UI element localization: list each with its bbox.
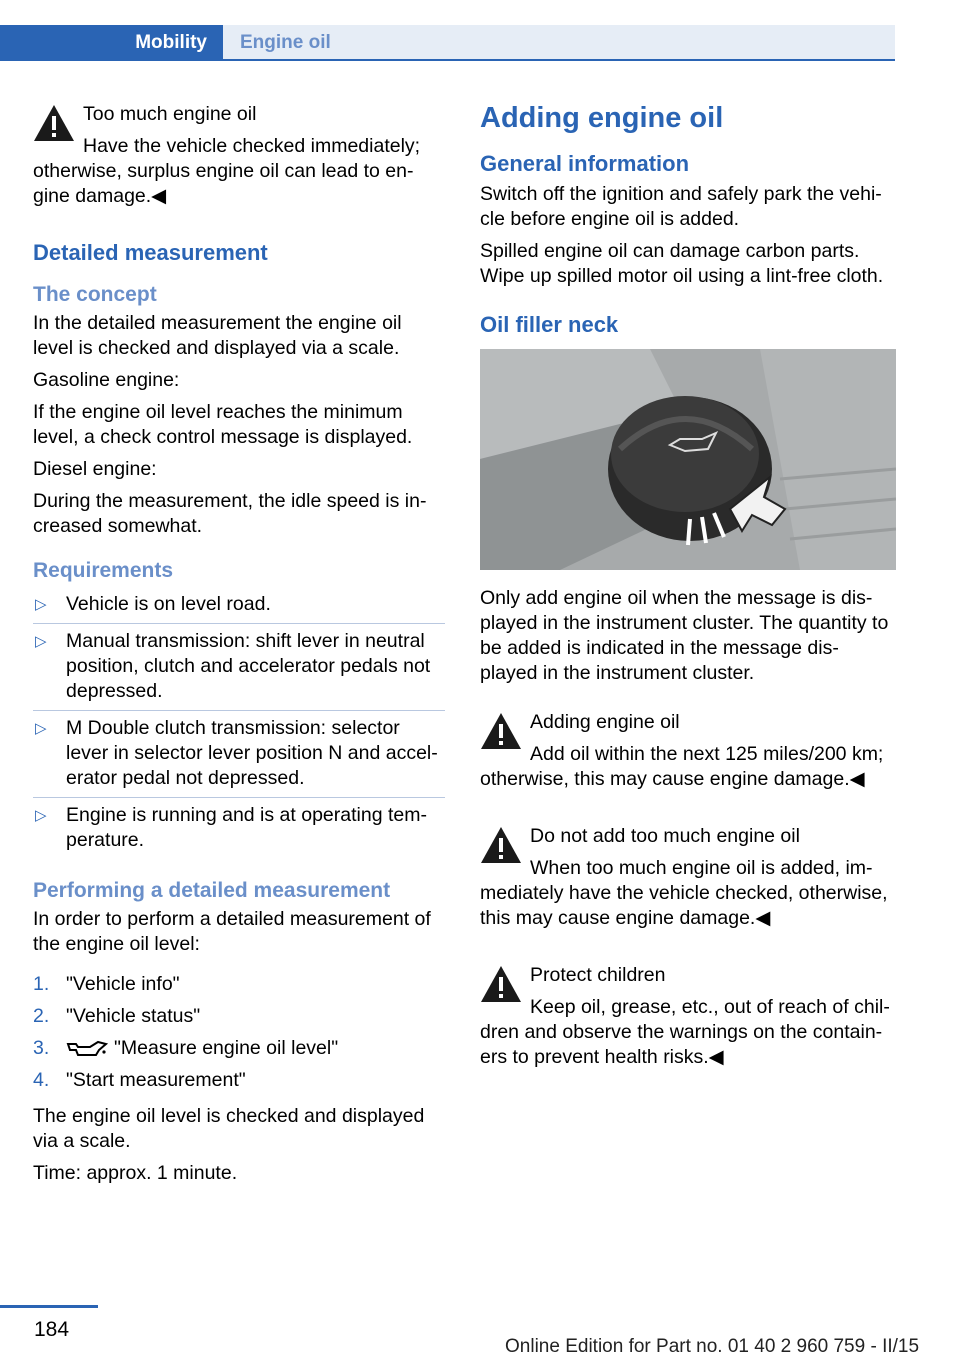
- warning-title: Adding engine oil: [530, 711, 680, 733]
- steps-list: [33, 969, 445, 1097]
- warning-too-much-oil: [33, 100, 445, 209]
- list-item: ▷ M Double clutch transmission: selector lever in selector lever position N and accel-erator pedal not depressed.: [33, 711, 445, 798]
- triangle-bullet-icon: ▷: [35, 807, 47, 824]
- requirements-list: [33, 587, 445, 859]
- diesel-label: Diesel engine:: [33, 458, 157, 480]
- triangle-bullet-icon: ▷: [35, 633, 47, 650]
- perform-intro: In order to perform a detailed measurement of the engine oil level:: [33, 908, 431, 955]
- list-item: ▷ Manual transmission: shift lever in neutral position, clutch and accelerator pedals not depressed.: [33, 624, 445, 711]
- warning-body: Keep oil, grease, etc., out of reach of chil-dren and observe the warnings on the contain-ers to prevent health risks.◀: [480, 996, 890, 1068]
- list-item: 3. "Measure engine oil level": [33, 1037, 339, 1059]
- warning-body: When too much engine oil is added, im-mediately have the vehicle checked, otherwise, this may cause engine damage.◀: [480, 857, 888, 929]
- gasoline-paragraph: If the engine oil level reaches the minimum level, a check control message is displayed.: [33, 401, 413, 448]
- concept-heading: The concept: [33, 283, 157, 306]
- warning-triangle-icon: [480, 965, 522, 1003]
- page-header: [0, 25, 895, 61]
- warning-body: Add oil within the next 125 miles/200 km; otherwise, this may cause engine damage.◀: [480, 743, 884, 790]
- warning-adding-oil: [480, 708, 896, 792]
- header-rule: [0, 59, 895, 61]
- right-column: [480, 100, 896, 1100]
- requirements-heading: Requirements: [33, 559, 174, 582]
- warning-triangle-icon: [33, 104, 75, 142]
- diesel-paragraph: During the measurement, the idle speed is in-creased somewhat.: [33, 490, 427, 537]
- general-paragraph-1: Switch off the ignition and safely park the vehi-cle before engine oil is added.: [480, 183, 882, 230]
- gasoline-label: Gasoline engine:: [33, 369, 180, 391]
- footer-rule: [0, 1305, 98, 1308]
- oil-filler-neck-photo: [480, 349, 896, 570]
- triangle-bullet-icon: ▷: [35, 720, 47, 737]
- general-paragraph-2: Spilled engine oil can damage carbon parts. Wipe up spilled motor oil using a lint-free cloth.: [480, 240, 884, 287]
- oil-filler-neck-heading: Oil filler neck: [480, 312, 619, 337]
- section-tab: Mobility: [0, 25, 223, 61]
- topic-tab: Engine oil: [223, 25, 895, 61]
- triangle-bullet-icon: ▷: [35, 596, 47, 613]
- time-paragraph: Time: approx. 1 minute.: [33, 1162, 238, 1184]
- warning-triangle-icon: [480, 712, 522, 750]
- list-item: 2. "Vehicle status": [33, 1005, 201, 1027]
- warning-protect-children: [480, 961, 896, 1070]
- page-number: 184: [34, 1318, 70, 1341]
- warning-title: Do not add too much engine oil: [530, 825, 800, 847]
- warning-triangle-icon: [480, 826, 522, 864]
- list-item: ▷ Engine is running and is at operating tem-perature.: [35, 804, 427, 851]
- warning-title: Protect children: [530, 964, 666, 986]
- general-info-heading: General information: [480, 151, 690, 176]
- left-column: [33, 100, 445, 1193]
- edition-text: Online Edition for Part no. 01 40 2 960 759 - II/15: [505, 1336, 920, 1357]
- warning-title: Too much engine oil: [83, 103, 257, 125]
- list-item: 4. "Start measurement": [33, 1069, 246, 1091]
- list-item: 1. "Vehicle info": [33, 973, 180, 995]
- concept-paragraph: In the detailed measurement the engine oil level is checked and displayed via a scale.: [33, 312, 402, 359]
- adding-oil-heading: Adding engine oil: [480, 102, 724, 134]
- list-item: ▷ Vehicle is on level road.: [33, 587, 445, 624]
- filler-paragraph: Only add engine oil when the message is dis-played in the instrument cluster. The quantity to be added is indicated in the message dis-played in the instrument cluster.: [480, 587, 889, 684]
- warning-body: Have the vehicle checked immediately; otherwise, surplus engine oil can lead to en-gine damage.◀: [33, 135, 421, 207]
- warning-too-much-added: [480, 822, 896, 931]
- engine-oil-can-icon: [66, 1038, 108, 1058]
- result-paragraph: The engine oil level is checked and displayed via a scale.: [33, 1105, 425, 1152]
- detailed-measurement-heading: Detailed measurement: [33, 240, 268, 265]
- perform-heading: Performing a detailed measurement: [33, 879, 391, 902]
